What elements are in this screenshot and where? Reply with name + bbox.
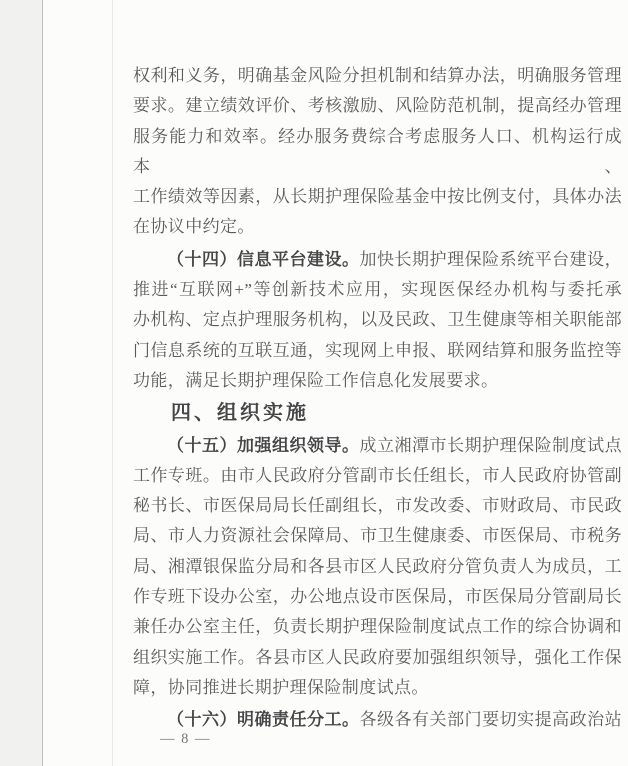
text-segment: 权利和义务，明确基金风险分担机制和结算办法，明确服务管理 — [133, 66, 622, 85]
text-segment: 门信息系统的互联互通，实现网上申报、联网结算和服务监控等 — [133, 340, 622, 360]
text-line — [133, 491, 622, 521]
text-line — [133, 212, 622, 242]
text-line — [133, 61, 622, 91]
scanned-document-page — [42, 0, 628, 766]
bold-lead-text: （十五）加强组织领导。 — [167, 435, 360, 455]
text-line — [133, 122, 622, 183]
text-segment: 成立湘潭市长期护理保险制度试点 — [359, 435, 622, 455]
text-segment: 功能，满足长期护理保险工作信息化发展要求。 — [133, 370, 499, 390]
text-line — [133, 612, 622, 642]
text-segment: 加快长期护理保险系统平台建设， — [359, 249, 622, 269]
text-line — [133, 461, 622, 491]
document-body — [133, 61, 622, 736]
text-line — [133, 643, 622, 673]
text-segment: 在协议中约定。 — [133, 217, 255, 237]
text-line — [133, 182, 622, 212]
text-line — [133, 305, 622, 335]
text-segment: 要求。建立绩效评价、考核激励、风险防范机制，提高经办管理 — [133, 96, 622, 116]
text-line — [133, 552, 622, 582]
scan-crease-line — [112, 0, 113, 766]
text-segment: 服务能力和效率。经办服务费综合考虑服务人口、机构运行成本、 — [133, 126, 622, 176]
text-line — [133, 582, 622, 612]
bold-lead-text: （十六）明确责任分工。 — [167, 710, 360, 730]
text-line — [133, 336, 622, 366]
para-info-platform — [133, 245, 622, 396]
page-number: — 8 — — [160, 731, 211, 747]
para-agreement-management — [133, 61, 622, 243]
text-segment: 组织实施工作。各县市区人民政府要加强组织领导，强化工作保 — [133, 647, 622, 667]
heading-org-implementation — [133, 398, 622, 428]
text-segment: 秘书长、市医保局局长任副组长，市发改委、市财政局、市民政 — [133, 496, 622, 516]
text-line — [133, 245, 622, 275]
text-line — [133, 673, 622, 703]
text-segment: 兼任办公室主任，负责长期护理保险制度试点工作的综合协调和 — [133, 617, 622, 637]
text-segment: 推进“互联网+”等创新技术应用，实现医保经办机构与委托承 — [133, 280, 622, 300]
text-segment: 障，协同推进长期护理保险制度试点。 — [133, 677, 429, 697]
text-line — [133, 431, 622, 461]
section-heading-line — [133, 398, 622, 428]
text-segment: 办机构、定点护理服务机构，以及民政、卫生健康等相关职能部 — [133, 310, 622, 330]
text-segment: 工作专班。由市人民政府分管副市长任组长，市人民政府协管副 — [133, 465, 622, 485]
text-line — [133, 366, 622, 396]
text-segment: 作专班下设办公室，办公地点设市医保局，市医保局分管副局长 — [133, 587, 622, 607]
para-strengthen-leadership — [133, 431, 622, 704]
text-line — [133, 91, 622, 121]
text-segment: 工作绩效等因素，从长期护理保险基金中按比例支付，具体办法 — [133, 187, 622, 207]
bold-lead-text: 四、组织实施 — [171, 402, 309, 425]
text-segment: 各级各有关部门要切实提高政治站 — [359, 710, 622, 730]
text-line — [133, 521, 622, 551]
text-line — [133, 275, 622, 305]
bold-lead-text: （十四）信息平台建设。 — [167, 249, 360, 269]
text-segment: 局、市人力资源社会保障局、市卫生健康委、市医保局、市税务 — [133, 526, 622, 546]
text-segment: 局、湘潭银保监分局和各县市区人民政府分管负责人为成员，工 — [133, 556, 622, 576]
